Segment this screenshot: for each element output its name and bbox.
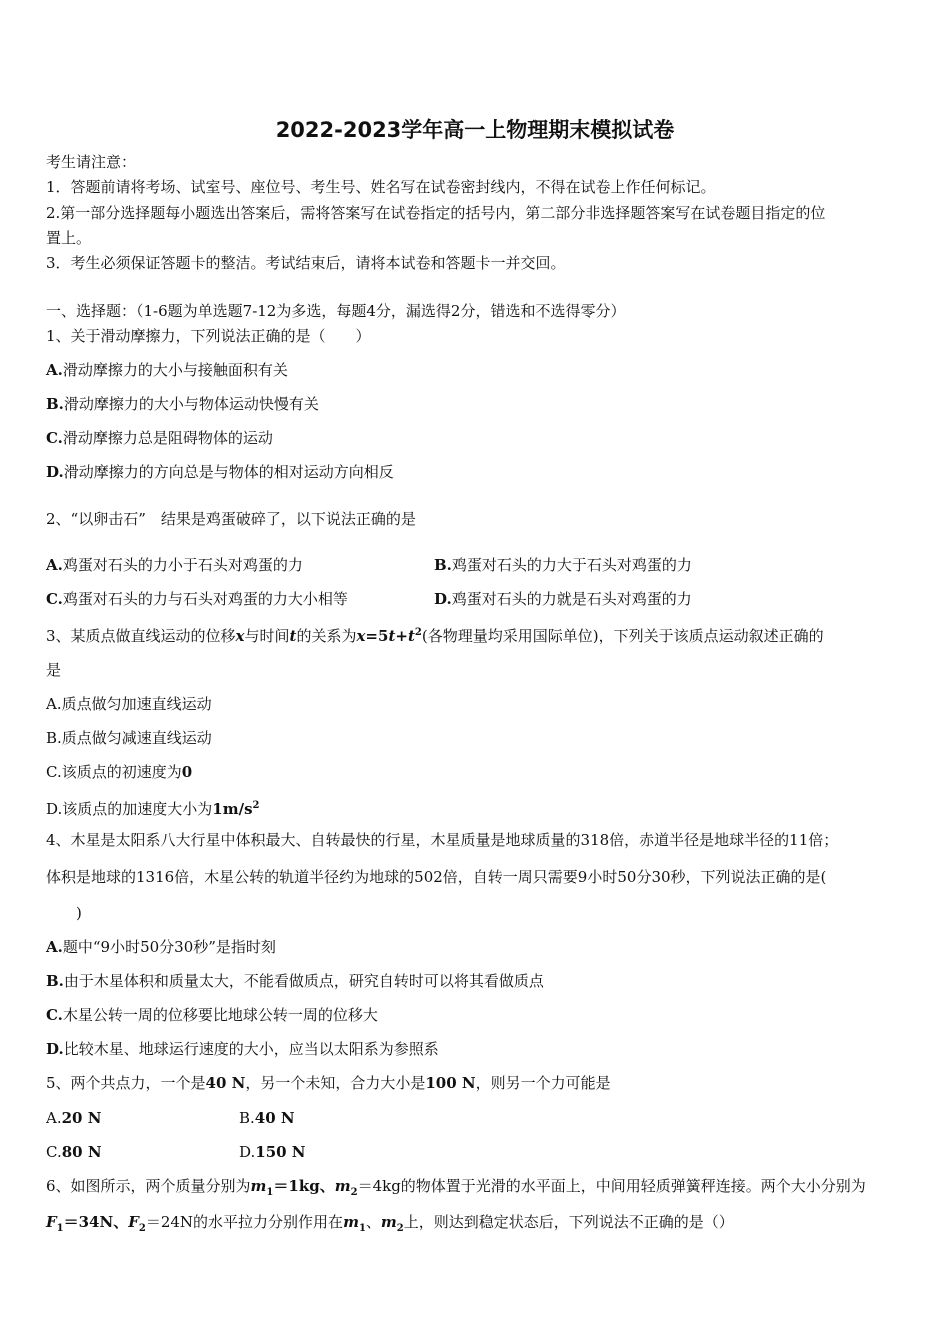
subscript: 1: [266, 1187, 274, 1198]
option-text: 鸡蛋对石头的力与石头对鸡蛋的力大小相等: [62, 590, 348, 608]
notice-item-2: 2.第一部分选择题每小题选出答案后，需将答案写在试卷指定的括号内，第二部分非选择题答案写在试卷题目指定的位: [46, 204, 826, 222]
mass-symbol: m: [250, 1177, 267, 1195]
option-value: 1m/s: [212, 800, 253, 818]
q4-option-a: [46, 937, 276, 957]
option-text: 滑动摩擦力的大小与接触面积有关: [62, 361, 288, 379]
q1-option-d: [46, 462, 394, 482]
notice-item-2-cont: 置上。: [46, 229, 92, 247]
q4-option-c: [46, 1005, 378, 1025]
stem-text: (各物理量均采用国际单位)，下列关于该质点运动叙述正确的: [421, 627, 824, 645]
option-text: 鸡蛋对石头的力大于石头对鸡蛋的力: [451, 556, 692, 574]
mass-symbol: m: [343, 1213, 359, 1231]
notice-heading: 考生请注意：: [46, 153, 137, 171]
option-value: 0: [181, 763, 193, 781]
section-heading: 一、选择题：（1-6题为单选题7-12为多选，每题4分，漏选得2分，错选和不选得零分）: [46, 302, 626, 320]
stem-text: 3、某质点做直线运动的位移: [46, 627, 236, 645]
q3-stem: [46, 623, 824, 646]
option-label: B.: [434, 556, 452, 574]
mass-symbol: m: [334, 1177, 351, 1195]
option-label: B.: [239, 1109, 255, 1127]
q5-stem: [46, 1073, 611, 1093]
q2-option-a: [46, 555, 303, 575]
q3-option-d: [46, 796, 259, 819]
option-text: 鸡蛋对石头的力就是石头对鸡蛋的力: [451, 590, 692, 608]
q4-option-b: [46, 971, 544, 991]
q1-option-b: [46, 394, 319, 414]
option-label: C.: [46, 763, 62, 781]
option-label: D.: [239, 1143, 256, 1161]
stem-text: 6、如图所示，两个质量分别为: [46, 1177, 251, 1195]
option-text: 比较木星、地球运行速度的大小，应当以太阳系为参照系: [63, 1040, 439, 1058]
option-text: 滑动摩擦力的大小与物体运动快慢有关: [63, 395, 319, 413]
q5-option-d: [239, 1142, 306, 1162]
q1-stem: 1、关于滑动摩擦力，下列说法正确的是（ ）: [46, 327, 371, 345]
option-text: 由于木星体积和质量太大，不能看做质点，研究自转时可以将其看做质点: [63, 972, 544, 990]
option-label: D.: [46, 1040, 64, 1058]
formula-part: t: [407, 627, 415, 645]
formula-part: x: [356, 627, 366, 645]
option-label: D.: [434, 590, 452, 608]
option-label: A.: [46, 556, 63, 574]
option-text: 鸡蛋对石头的力小于石头对鸡蛋的力: [62, 556, 303, 574]
option-value: 20 N: [61, 1109, 102, 1127]
q3-option-b: [46, 728, 212, 748]
q1-option-a: [46, 360, 288, 380]
option-text: 滑动摩擦力总是阻碍物体的运动: [62, 429, 273, 447]
formula-part: =5: [365, 627, 389, 645]
stem-text: ＝1kg、: [273, 1177, 335, 1195]
stem-text: ＝34N、: [63, 1213, 129, 1231]
option-text: 质点做匀减速直线运动: [61, 729, 212, 747]
q3-stem-cont: 是: [46, 661, 62, 679]
option-label: A.: [46, 361, 63, 379]
q2-option-c: [46, 589, 348, 609]
stem-text: ＝4kg的物体置于光滑的水平面上，中间用轻质弹簧秤连接。两个大小分别为: [357, 1177, 866, 1195]
stem-text: 上，则达到稳定状态后，下列说法不正确的是（）: [403, 1213, 734, 1231]
option-label: C.: [46, 429, 63, 447]
q4-stem-line-3: ): [46, 904, 82, 922]
force-value: 100 N: [425, 1074, 476, 1092]
subscript: 1: [358, 1223, 366, 1234]
option-value: 40 N: [254, 1109, 295, 1127]
option-text: 该质点的加速度大小为: [62, 800, 213, 818]
option-label: C.: [46, 1143, 62, 1161]
formula-part: t: [388, 627, 396, 645]
option-label: B.: [46, 972, 64, 990]
option-label: B.: [46, 729, 62, 747]
option-label: B.: [46, 395, 64, 413]
stem-text: ，则另一个力可能是: [475, 1074, 611, 1092]
q5-option-a: [46, 1108, 101, 1128]
option-label: A.: [46, 1109, 62, 1127]
option-label: D.: [46, 463, 64, 481]
q4-stem-line-1: 4、木星是太阳系八大行星中体积最大、自转最快的行星，木星质量是地球质量的318倍，赤道半径是地球半径的11倍；: [46, 831, 839, 849]
mass-symbol: m: [380, 1213, 397, 1231]
subscript: 2: [138, 1223, 146, 1234]
formula: [356, 627, 421, 645]
notice-item-3: 3．考生必须保证答题卡的整洁。考试结束后，请将本试卷和答题卡一并交回。: [46, 254, 566, 272]
option-label: A.: [46, 938, 63, 956]
option-label: A.: [46, 695, 62, 713]
variable-t: t: [289, 627, 297, 645]
option-label: C.: [46, 590, 63, 608]
q6-stem-line-1: [46, 1176, 866, 1203]
stem-text: ＝24N的水平拉力分别作用在: [145, 1213, 344, 1231]
q4-option-d: [46, 1039, 439, 1059]
formula-part: +: [395, 627, 408, 645]
option-label: D.: [46, 800, 63, 818]
q2-option-d: [434, 589, 692, 609]
formula-exponent: 2: [414, 627, 422, 638]
option-text: 木星公转一周的位移要比地球公转一周的位移大: [62, 1006, 378, 1024]
option-value: 150 N: [255, 1143, 306, 1161]
force-symbol: F: [46, 1213, 57, 1231]
q4-stem-line-2: 体积是地球的1316倍，木星公转的轨道半径约为地球的502倍，自转一周只需要9小时50分30秒，下列说法正确的是(: [46, 868, 827, 886]
subscript: 2: [350, 1187, 358, 1198]
page-title: 2022-2023学年高一上物理期末模拟试卷: [275, 118, 675, 142]
option-text: 滑动摩擦力的方向总是与物体的相对运动方向相反: [63, 463, 394, 481]
q2-option-b: [434, 555, 692, 575]
notice-item-1: 1．答题前请将考场、试室号、座位号、考生号、姓名写在试卷密封线内，不得在试卷上作任何标记。: [46, 178, 716, 196]
subscript: 2: [396, 1223, 404, 1234]
stem-text: 的关系为: [296, 627, 357, 645]
option-label: C.: [46, 1006, 63, 1024]
stem-text: 5、两个共点力，一个是: [46, 1074, 206, 1092]
stem-text: 与时间: [244, 627, 290, 645]
force-symbol: F: [128, 1213, 139, 1231]
subscript: 1: [56, 1223, 64, 1234]
q5-option-b: [239, 1108, 295, 1128]
q3-option-c: [46, 762, 192, 782]
q6-stem-line-2: [46, 1212, 734, 1239]
option-value: 80 N: [61, 1143, 102, 1161]
option-exponent: 2: [252, 800, 260, 811]
option-text: 该质点的初速度为: [61, 763, 182, 781]
q1-option-c: [46, 428, 273, 448]
stem-text: 、: [365, 1213, 381, 1231]
q5-option-c: [46, 1142, 102, 1162]
force-value: 40 N: [205, 1074, 246, 1092]
q3-option-a: [46, 694, 212, 714]
variable-x: x: [235, 627, 245, 645]
q2-stem: 2、“以卵击石” 结果是鸡蛋破碎了，以下说法正确的是: [46, 510, 416, 528]
stem-text: ，另一个未知，合力大小是: [245, 1074, 426, 1092]
option-text: 题中“9小时50分30秒”是指时刻: [62, 938, 276, 956]
option-text: 质点做匀加速直线运动: [61, 695, 212, 713]
